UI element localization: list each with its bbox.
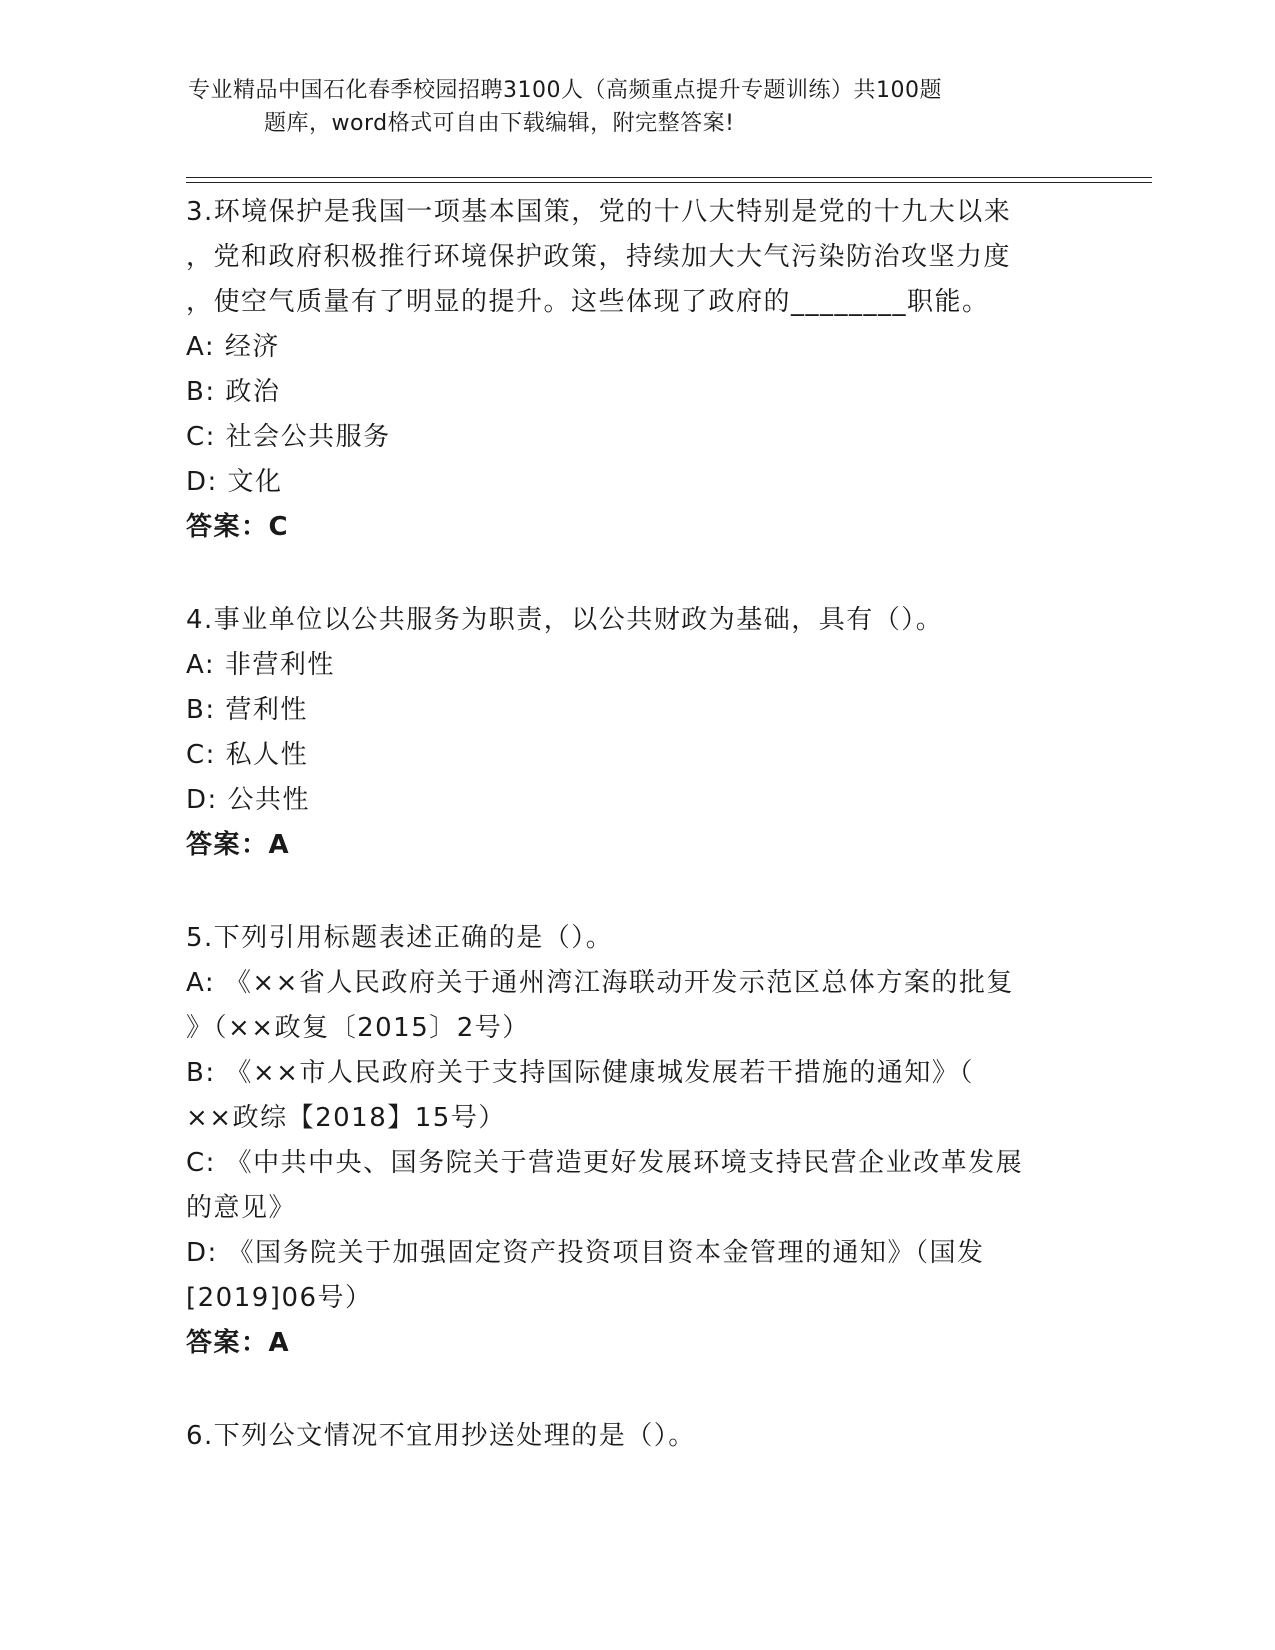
question-spacer: [186, 868, 1086, 916]
option-b: B: 政治: [186, 377, 281, 407]
question-6: [186, 1414, 1086, 1459]
question-stem-line: 3.环境保护是我国一项基本国策，党的十八大特别是党的十九大以来: [186, 197, 1012, 227]
option-c: C: 社会公共服务: [186, 422, 391, 452]
question-spacer: [186, 550, 1086, 598]
option-a: A: 《××省人民政府关于通州湾江海联动开发示范区总体方案的批复: [186, 968, 1014, 998]
question-stem-line: ，使空气质量有了明显的提升。这些体现了政府的________职能。: [186, 287, 990, 317]
option-d-continued: [2019]06号）: [186, 1283, 373, 1313]
question-stem-line: 6.下列公文情况不宜用抄送处理的是（）。: [186, 1421, 696, 1451]
option-b-continued: ××政综【2018】15号）: [186, 1103, 506, 1133]
header-divider-top: [186, 177, 1152, 178]
question-stem-line: 5.下列引用标题表述正确的是（）。: [186, 923, 614, 953]
option-c: C: 《中共中央、国务院关于营造更好发展环境支持民营企业改革发展: [186, 1148, 1024, 1178]
header-divider-bottom: [186, 182, 1152, 183]
option-a: A: 经济: [186, 332, 280, 362]
question-stem-line: ，党和政府积极推行环境保护政策，持续加大大气污染防治攻坚力度: [186, 242, 1012, 272]
question-stem-line: 4.事业单位以公共服务为职责，以公共财政为基础，具有（）。: [186, 605, 944, 635]
question-4: [186, 598, 1086, 868]
question-list: [186, 190, 1086, 1459]
option-b: B: 营利性: [186, 695, 308, 725]
question-3: [186, 190, 1086, 550]
option-b: B: 《××市人民政府关于支持国际健康城发展若干措施的通知》（: [186, 1058, 974, 1088]
header-title-line-2: 题库，word格式可自由下载编辑，附完整答案!: [264, 111, 735, 136]
option-c-continued: 的意见》: [186, 1193, 297, 1223]
answer-label: 答案：A: [186, 830, 291, 860]
document-header: [188, 74, 1068, 140]
option-a: A: 非营利性: [186, 650, 335, 680]
option-d: D: 文化: [186, 467, 283, 497]
question-spacer: [186, 1366, 1086, 1414]
answer-label: 答案：A: [186, 1328, 291, 1358]
option-c: C: 私人性: [186, 740, 309, 770]
option-a-continued: 》（××政复〔2015〕2号）: [186, 1013, 530, 1043]
question-5: [186, 916, 1086, 1366]
header-title-line-1: 专业精品中国石化春季校园招聘3100人（高频重点提升专题训练）共100题: [188, 78, 942, 103]
option-d: D: 《国务院关于加强固定资产投资项目资本金管理的通知》（国发: [186, 1238, 985, 1268]
answer-label: 答案：C: [186, 512, 290, 542]
option-d: D: 公共性: [186, 785, 311, 815]
